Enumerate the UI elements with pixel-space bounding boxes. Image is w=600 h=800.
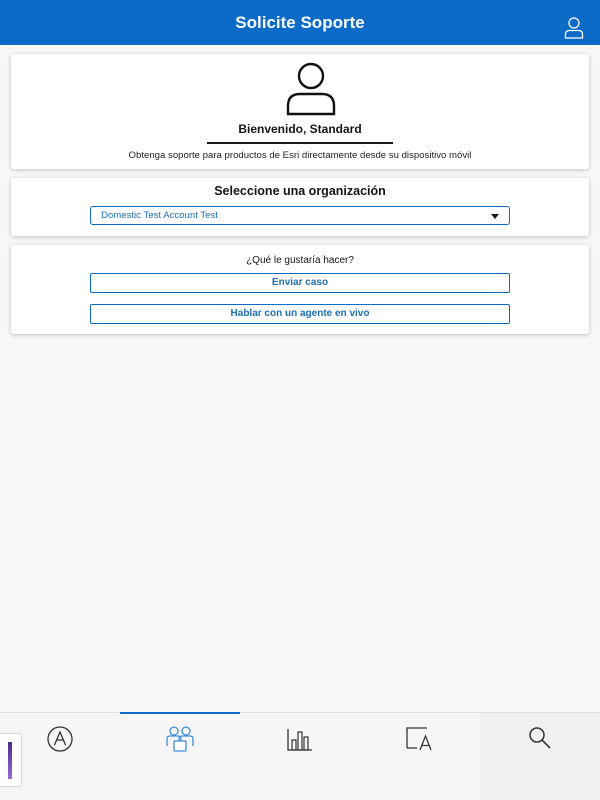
caret-down-icon: [491, 214, 499, 219]
bar-chart-icon: [286, 726, 314, 752]
submit-case-button[interactable]: Enviar caso: [90, 273, 510, 293]
search-icon: [527, 725, 553, 751]
tab-search[interactable]: [480, 713, 600, 800]
text-frame-icon: [405, 726, 435, 752]
organization-title: Seleccione una organización: [214, 184, 386, 198]
welcome-card: [11, 54, 589, 169]
tab-reports[interactable]: [240, 713, 360, 800]
handle-accent-bar: [8, 742, 12, 779]
tab-documents[interactable]: [360, 713, 480, 800]
welcome-title: Bienvenido, Standard: [238, 122, 362, 136]
app-header: [0, 0, 600, 45]
avatar-icon: [285, 62, 337, 116]
page-title: Solicite Soporte: [235, 12, 365, 32]
organization-selected-value: Domestic Test Account Test: [101, 210, 218, 221]
tab-support[interactable]: [120, 713, 240, 800]
support-people-icon: [165, 726, 195, 752]
welcome-divider: [207, 142, 393, 144]
bottom-tab-bar: [0, 712, 600, 800]
active-tab-indicator: [120, 712, 240, 714]
actions-title: ¿Qué le gustaría hacer?: [246, 255, 354, 266]
organization-card: [11, 178, 589, 236]
side-panel-handle[interactable]: [0, 733, 22, 787]
actions-card: [11, 245, 589, 334]
welcome-subtitle: Obtenga soporte para productos de Esri directamente desde su dispositivo móvil: [128, 150, 472, 161]
organization-select[interactable]: [90, 206, 510, 225]
user-icon[interactable]: [564, 17, 584, 39]
compass-a-icon: [46, 725, 74, 753]
live-agent-button[interactable]: Hablar con un agente en vivo: [90, 304, 510, 324]
